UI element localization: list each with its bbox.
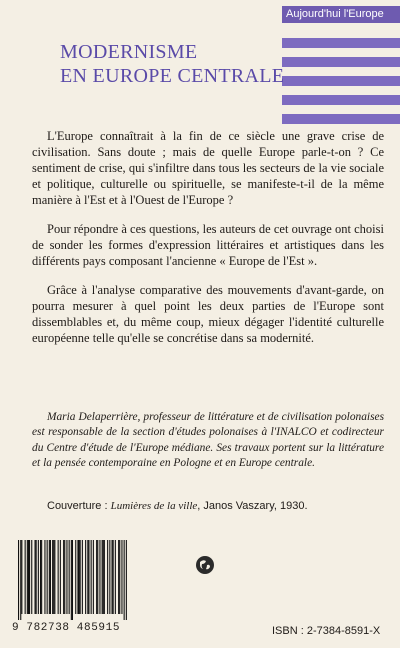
stripe <box>282 38 400 48</box>
stripe <box>282 95 400 105</box>
title-line-2: EN EUROPE CENTRALE <box>60 65 285 87</box>
author-bio <box>32 410 384 471</box>
globe-logo-icon <box>196 556 214 574</box>
isbn: ISBN : 2-7384-8591-X <box>272 625 381 637</box>
stripe <box>282 57 400 67</box>
blurb <box>32 128 384 359</box>
decorative-stripes <box>282 38 400 133</box>
credit-artist: , Janos Vaszary, 1930. <box>197 500 308 512</box>
blurb-paragraph-3: Grâce à l'analyse comparative des mouvements d'avant-garde, on pourra mesurer à quel point les deux parties de l'Europe sont dissemblables et, du même coup, mieux dégager l'identité culturelle européenne telle qu'elle se concrétise dans sa modernité. <box>32 283 384 345</box>
blurb-paragraph-2: Pour répondre à ces questions, les auteurs de cet ouvrage ont choisi de sonder les formes d'expression littéraires et artistiques dans les différents pays composant l'ancienne « Europe de l'Est ». <box>32 222 384 268</box>
book-title <box>60 40 284 88</box>
series-label: Aujourd'hui l'Europe <box>282 6 400 23</box>
barcode-digits: 9 782738 485915 <box>12 622 121 634</box>
title-line-1: MODERNISME <box>60 41 198 63</box>
blurb-paragraph-1: L'Europe connaîtrait à la fin de ce siècle une grave crise de civilisation. Sans doute ; mais de quelle Europe parle-t-on ? Ce sentiment de crise, qui s'infiltre dans tous les secteurs de la vie sociale et politique, culturelle ou spirituelle, se manifeste-t-il de la même manière à l'Est et à l'Ouest de l'Europe ? <box>32 129 384 207</box>
credit-work-title: Lumières de la ville <box>110 500 198 512</box>
barcode <box>12 540 136 640</box>
barcode-icon <box>18 540 130 620</box>
stripe <box>282 114 400 124</box>
stripe <box>282 76 400 86</box>
author-bio-text: Maria Delaperrière, professeur de littérature et de civilisation polonaises est responsable de la section d'études polonaises à l'INALCO et codirecteur du Centre d'étude de l'Europe médiane. Ses travaux portent sur la littérature et la pensée contemporaine en Pologne et en Europe centrale. <box>32 411 384 469</box>
credit-label: Couverture : <box>47 500 111 512</box>
cover-credit <box>47 500 308 512</box>
